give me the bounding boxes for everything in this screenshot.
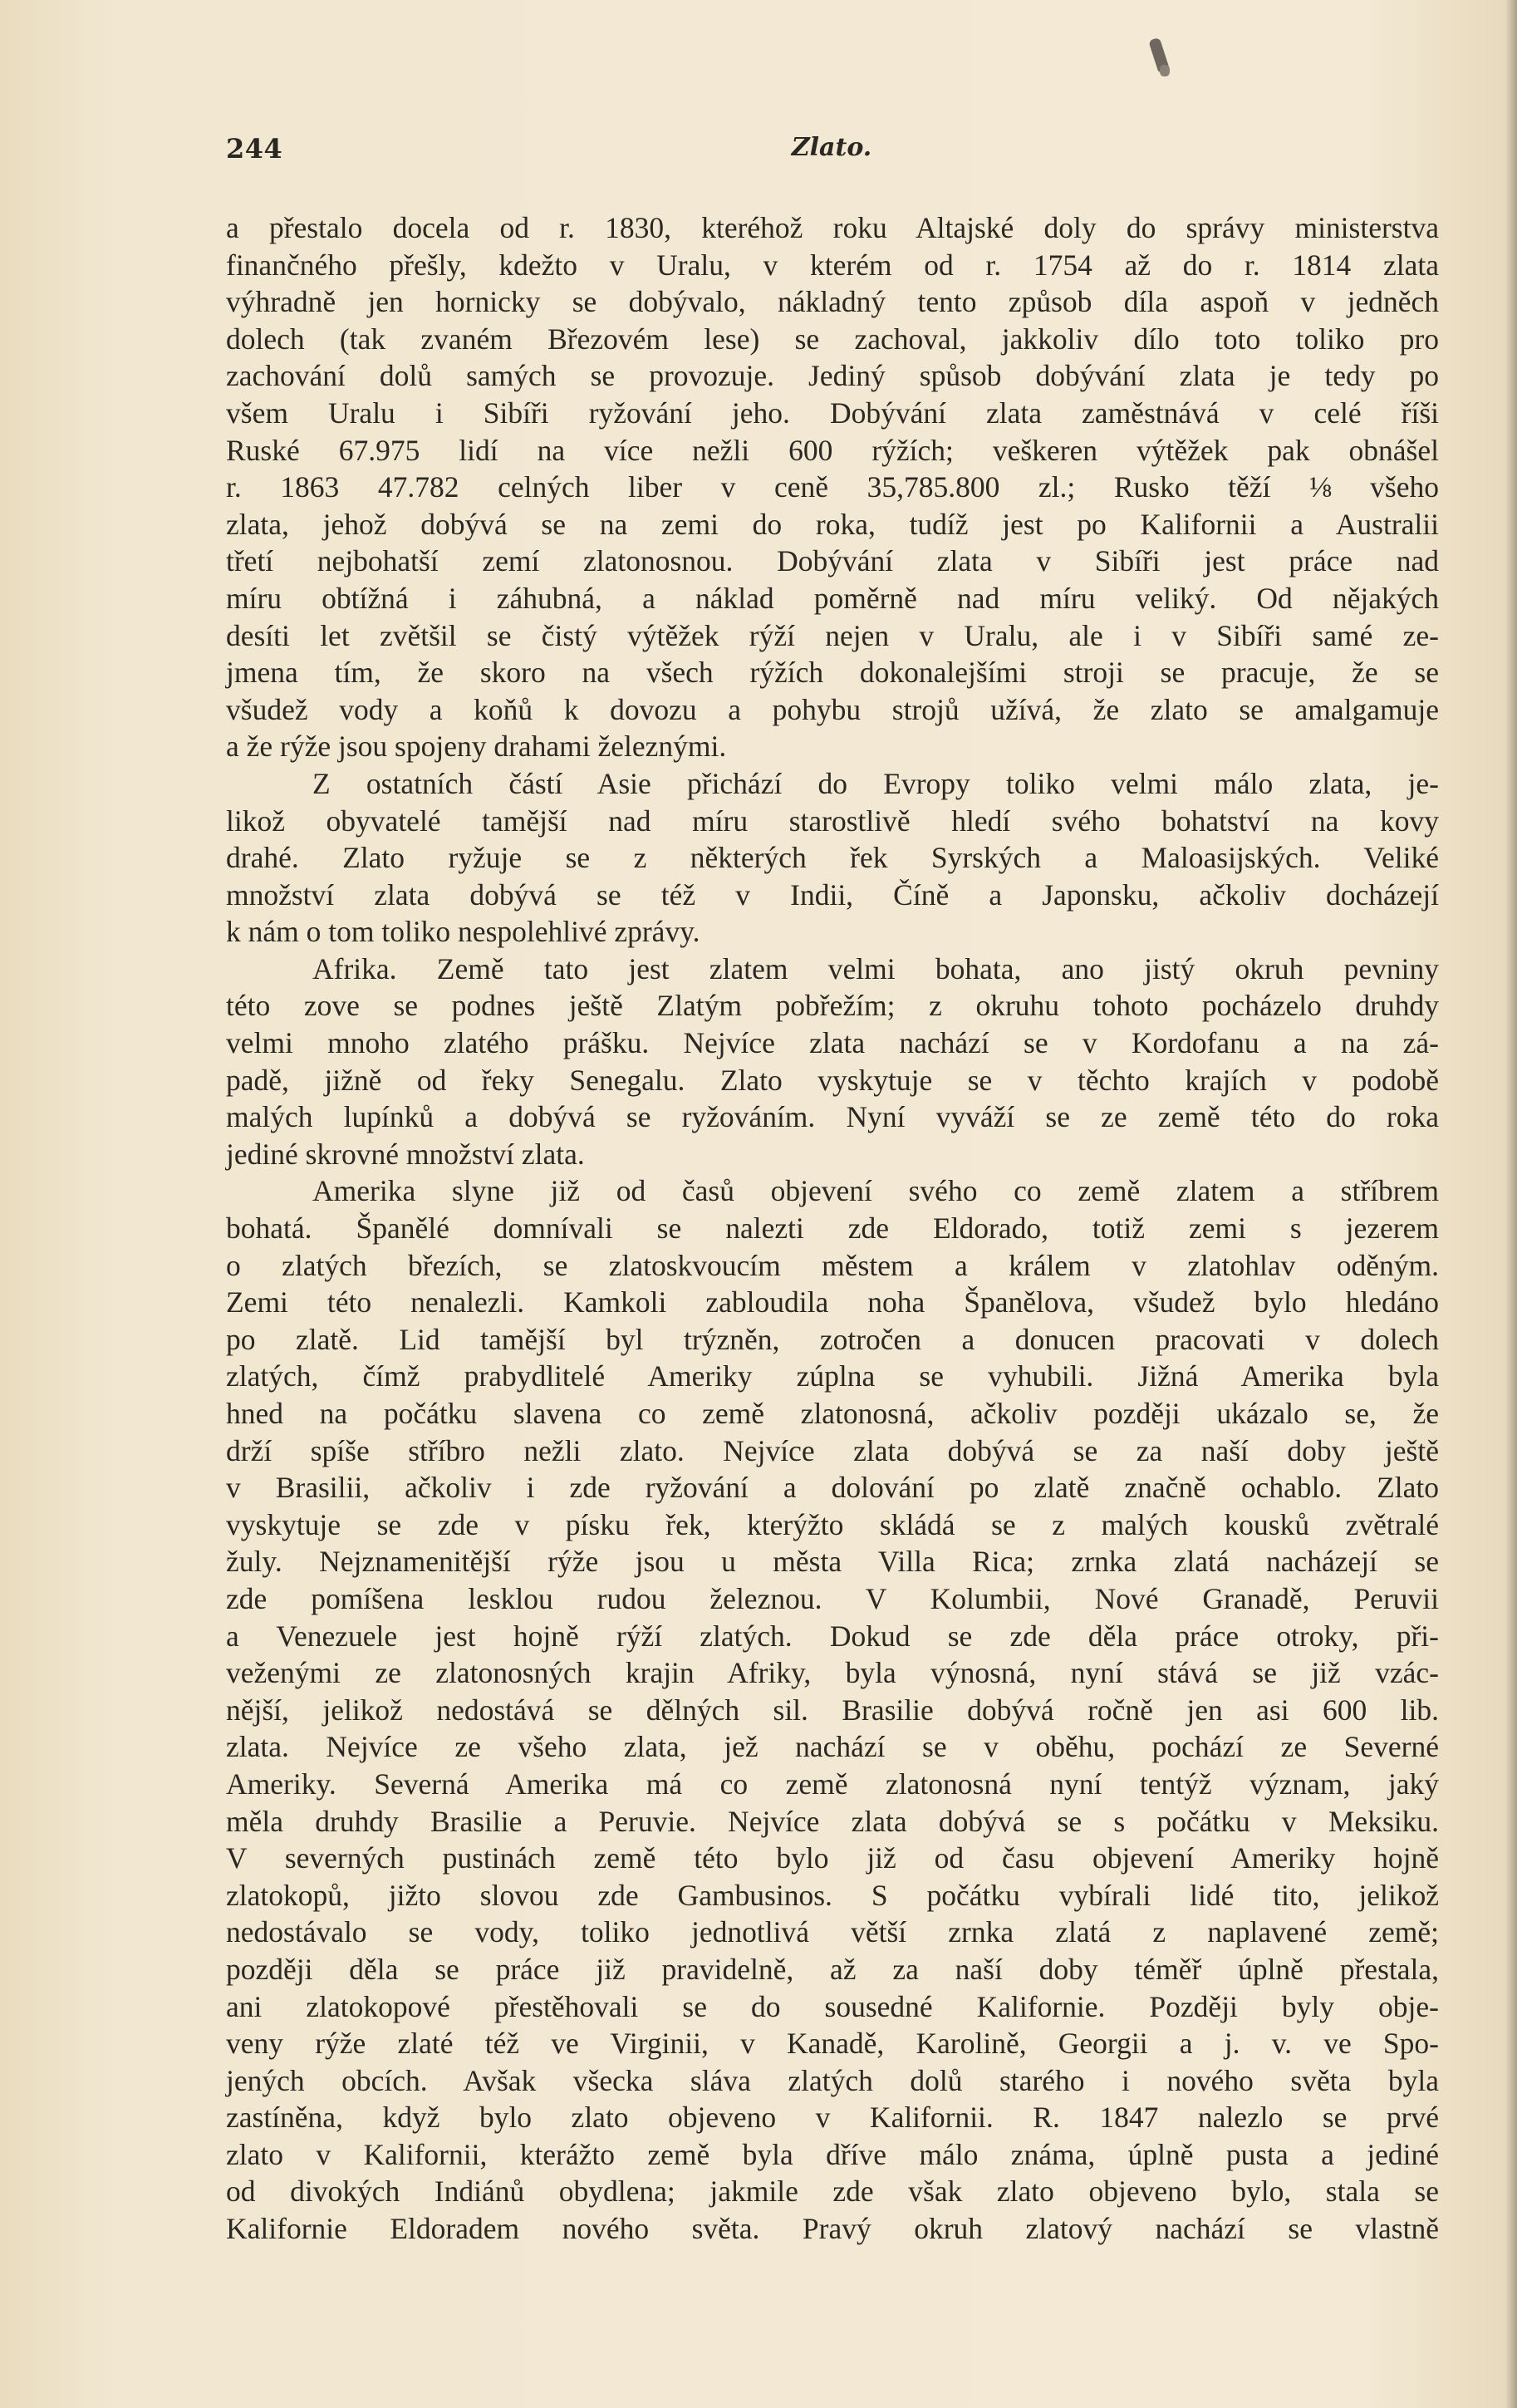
text-line: Z ostatních částí Asie přichází do Evropy toliko velmi málo zlata, je- [312, 766, 1439, 800]
text-line: měla druhdy Brasilie a Peruvie. Nejvíce zlata dobývá se s počátku v Meksiku. [226, 1804, 1439, 1838]
text-line: a Venezuele jest hojně rýží zlatých. Dokud se zde děla práce otroky, při- [226, 1619, 1439, 1653]
text-line: bohatá. Španělé domnívali se nalezti zde Eldorado, totiž zemi s jezerem [226, 1211, 1439, 1246]
text-line: likož obyvatelé tamější nad míru starostlivě hledí svého bohatství na kovy [226, 803, 1439, 838]
text-line: všem Uralu i Sibíři ryžování jeho. Dobývání zlata zaměstnává v celé říši [226, 396, 1439, 430]
text-line: dolech (tak zvaném Březovém lese) se zachoval, jakkoliv dílo toto toliko pro [226, 322, 1439, 356]
running-title: Zlato. [791, 133, 872, 162]
text-line: vyskytuje se zde v písku řek, kterýžto skládá se z malých kousků zvětralé [226, 1507, 1439, 1541]
page-edge-shadow [1505, 0, 1517, 2408]
text-line: a přestalo docela od r. 1830, kteréhož roku Altajské doly do správy ministerstva [226, 211, 1439, 244]
text-line: zlata, jehož dobývá se na zemi do roka, tudíž jest po Kalifornii a Australii [226, 507, 1439, 541]
text-line: Zemi této nenalezli. Kamkoli zabloudila noha Španělova, všudež bylo hledáno [226, 1285, 1439, 1319]
text-line: Afrika. Země tato jest zlatem velmi bohata, ano jistý okruh pevniny [312, 951, 1439, 985]
ink-mark-dot [1160, 65, 1170, 76]
text-line: později děla se práce již pravidelně, až za naší doby téměř úplně přestala, [226, 1952, 1439, 1986]
text-line: nější, jelikož nedostává se dělných sil. Brasilie dobývá ročně jen asi 600 lib. [226, 1693, 1439, 1727]
text-line: množství zlata dobývá se též v Indii, Číně a Japonsku, ačkoliv docházejí [226, 877, 1439, 912]
page-number: 244 [226, 133, 283, 165]
text-line: a že rýže jsou spojeny drahami železnými. [226, 730, 727, 764]
text-line: Ruské 67.975 lidí na více nežli 600 rýžích; veškeren výtěžek pak obnášel [226, 433, 1439, 467]
text-line: jediné skrovné množství zlata. [226, 1137, 585, 1171]
text-line: jmena tím, že skoro na všech rýžích dokonalejšími stroji se pracuje, že se [226, 656, 1439, 690]
text-line: všudež vody a koňů k dovozu a pohybu strojů užívá, že zlato se amalgamuje [226, 692, 1439, 726]
text-line: desíti let zvětšil se čistý výtěžek rýží nejen v Uralu, ale i v Sibíři samé ze- [226, 618, 1439, 652]
text-line: veženými ze zlatonosných krajin Afriky, byla výnosná, nyní stává se již vzác- [226, 1656, 1439, 1690]
text-line: zlato v Kalifornii, kterážto země byla dříve málo známa, úplně pusta a jediné [226, 2137, 1439, 2171]
text-line: malých lupínků a dobývá se ryžováním. Nyní vyváží se ze země této do roka [226, 1100, 1439, 1134]
text-line: drží spíše stříbro nežli zlato. Nejvíce zlata dobývá se za naší doby ještě [226, 1433, 1439, 1467]
text-line: po zlatě. Lid tamější byl trýzněn, zotročen a donucen pracovati v dolech [226, 1322, 1439, 1356]
text-line: této zove se podnes ještě Zlatým pobřežím; z okruhu tohoto pocházelo druhdy [226, 989, 1439, 1023]
text-line: jených obcích. Avšak všecka sláva zlatých dolů starého i nového světa byla [226, 2063, 1439, 2097]
text-line: míru obtížná i záhubná, a náklad poměrně nad míru veliký. Od nějakých [226, 581, 1439, 615]
text-line: ani zlatokopové přestěhovali se do sousedné Kalifornie. Později byly obje- [226, 1989, 1439, 2023]
text-line: výhradně jen hornicky se dobývalo, nákladný tento způsob díla aspoň v jedněch [226, 285, 1439, 319]
text-line: finančného přešly, kdežto v Uralu, v kterém od r. 1754 až do r. 1814 zlata [226, 248, 1439, 282]
body-text [226, 209, 1439, 2248]
text-line: zastíněna, když bylo zlato objeveno v Kalifornii. R. 1847 nalezlo se prvé [226, 2101, 1439, 2135]
text-line: zlatokopů, jižto slovou zde Gambusinos. S počátku vybírali lidé tito, jelikož [226, 1878, 1439, 1912]
text-line: od divokých Indiánů obydlena; jakmile zde však zlato objeveno bylo, stala se [226, 2175, 1439, 2209]
text-line: Amerika slyne již od časů objevení svého co země zlatem a stříbrem [312, 1174, 1439, 1208]
text-line: V severných pustinách země této bylo již od času objevení Ameriky hojně [226, 1841, 1439, 1875]
text-line: třetí nejbohatší zemí zlatonosnou. Dobývání zlata v Sibíři jest práce nad [226, 544, 1439, 578]
text-line: r. 1863 47.782 celných liber v ceně 35,785.800 zl.; Rusko těží ⅛ všeho [226, 470, 1439, 504]
text-line: zachování dolů samých se provozuje. Jediný spůsob dobývání zlata je tedy po [226, 359, 1439, 393]
text-line: hned na počátku slavena co země zlatonosná, ačkoliv později ukázalo se, že [226, 1397, 1439, 1430]
text-line: v Brasilii, ačkoliv i zde ryžování a dolování po zlatě značně ochablo. Zlato [226, 1471, 1439, 1505]
text-line: žuly. Nejznamenitější rýže jsou u města Villa Rica; zrnka zlatá nacházejí se [226, 1545, 1439, 1579]
text-line: Kalifornie Eldoradem nového světa. Pravý okruh zlatový nachází se vlastně [226, 2212, 1439, 2246]
text-line: nedostávalo se vody, toliko jednotlivá větší zrnka zlatá z naplavené země; [226, 1915, 1439, 1949]
text-line: drahé. Zlato ryžuje se z některých řek Syrských a Maloasijských. Veliké [226, 841, 1439, 875]
text-line: velmi mnoho zlatého prášku. Nejvíce zlata nachází se v Kordofanu a na zá- [226, 1026, 1439, 1060]
text-line: o zlatých březích, se zlatoskvoucím městem a králem v zlatohlav oděným. [226, 1248, 1439, 1282]
text-line: Ameriky. Severná Amerika má co země zlatonosná nyní tentýž význam, jaký [226, 1767, 1439, 1801]
text-line: zlatých, čímž prabydlitelé Ameriky zúplna se vyhubili. Jižná Amerika byla [226, 1359, 1439, 1393]
page-header [226, 133, 1437, 174]
text-line: veny rýže zlaté též ve Virginii, v Kanadě, Karolině, Georgii a j. v. ve Spo- [226, 2027, 1439, 2061]
text-line: zlata. Nejvíce ze všeho zlata, jež nachází se v oběhu, pochází ze Severné [226, 1730, 1439, 1764]
text-line: k nám o tom toliko nespolehlivé zprávy. [226, 915, 700, 949]
text-line: zde pomíšena lesklou rudou železnou. V Kolumbii, Nové Granadě, Peruvii [226, 1581, 1439, 1615]
text-line: padě, jižně od řeky Senegalu. Zlato vyskytuje se v těchto krajích v podobě [226, 1063, 1439, 1097]
